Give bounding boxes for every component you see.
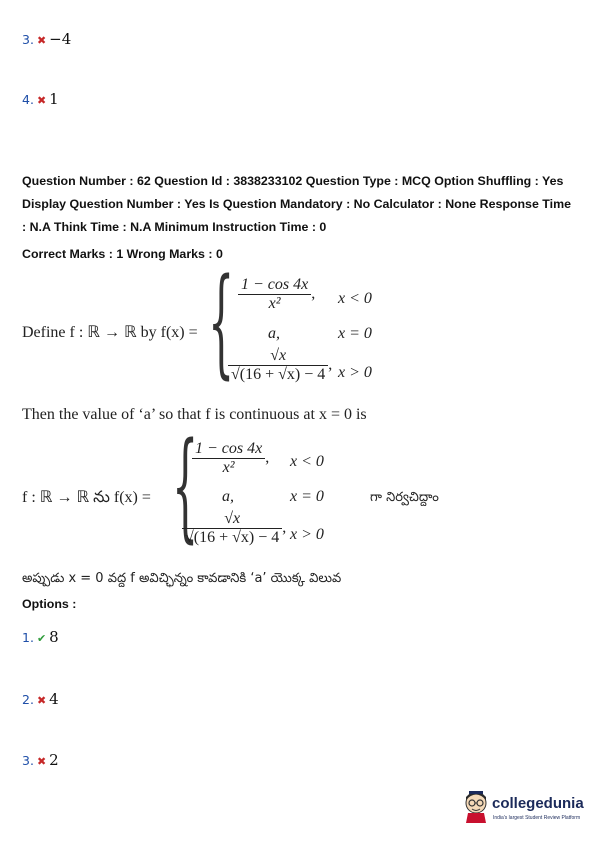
option-value: 8 (49, 628, 59, 646)
case-1-condition: x < 0 (290, 453, 324, 470)
logo-name: collegedunia (492, 795, 584, 812)
marks-line: Correct Marks : 1 Wrong Marks : 0 (22, 247, 223, 261)
question-meta-line-1: Question Number : 62 Question Id : 3838233102 Question Type : MCQ Option Shuffling : Yes (22, 174, 564, 188)
question-meta-line-2: Display Question Number : Yes Is Question Mandatory : No Calculator : None Response Time (22, 197, 571, 211)
case-2-value: a, (268, 325, 280, 342)
option-number: 1. (22, 630, 34, 645)
case-2-suffix-telugu: గా నిర్వచిద్దాం (370, 490, 439, 505)
case-2-condition: x = 0 (338, 325, 372, 342)
case-1-denominator: x² (268, 295, 281, 312)
case-2-condition: x = 0 (290, 488, 324, 505)
student-mascot-icon (462, 789, 490, 823)
case-1-condition: x < 0 (338, 290, 372, 307)
define-text-en: Define f : ℝ → ℝ by f(x) = (22, 324, 198, 341)
wrong-mark-icon: ✖ (36, 94, 47, 107)
case-1-numerator: 1 − cos 4x (238, 276, 311, 295)
then-line-en: Then the value of ‘a’ so that f is continuous at x = 0 is (22, 406, 367, 423)
define-text-te: f : ℝ → ℝ ను f(x) = (22, 489, 151, 506)
option-2[interactable] (22, 690, 59, 708)
case-3-numerator: √x (182, 510, 282, 529)
prev-option-4 (22, 90, 59, 108)
case-3-condition: x > 0 (338, 364, 372, 381)
case-3-te: $\frac{√x}{√(16 + √x) - 4}$ , (182, 510, 286, 547)
case-3-en: $\frac{√x}{√(16 + √x) - 4}$ , (228, 347, 332, 384)
left-brace-icon: { (172, 416, 199, 554)
option-value: 4 (49, 690, 59, 708)
option-3[interactable] (22, 751, 59, 769)
case-3-denominator: √(16 + √x) − 4 (231, 366, 326, 383)
wrong-mark-icon: ✖ (36, 34, 47, 47)
wrong-mark-icon: ✖ (36, 694, 47, 707)
collegedunia-logo (462, 787, 590, 827)
option-1[interactable] (22, 628, 59, 646)
option-number: 2. (22, 692, 34, 707)
case-1-numerator: 1 − cos 4x (192, 440, 265, 459)
left-brace-icon: { (208, 252, 235, 390)
case-1-en: $\frac{1 - \cos 4x}{\text{x²}}$ , (238, 276, 315, 313)
option-number: 3. (22, 32, 34, 47)
option-value: 1 (49, 90, 59, 108)
case-3-numerator: √x (228, 347, 328, 366)
option-value: −4 (49, 30, 72, 48)
then-line-te: అప్పుడు x = 0 వద్ద f అవిచ్ఛిన్నం కావడానికి ‘a’ యొక్క విలువ (22, 571, 342, 586)
option-number: 4. (22, 92, 34, 107)
case-2-value: a, (222, 488, 234, 505)
case-1-denominator: x² (222, 459, 235, 476)
option-number: 3. (22, 753, 34, 768)
wrong-mark-icon: ✖ (36, 755, 47, 768)
case-3-condition: x > 0 (290, 526, 324, 543)
logo-tagline: India's largest Student Review Platform (493, 815, 581, 821)
case-1-te: $\frac{1 - \cos 4x}{\text{x²}}$ , (192, 440, 269, 477)
option-value: 2 (49, 751, 59, 769)
case-3-denominator: √(16 + √x) − 4 (185, 529, 280, 546)
question-meta-line-3: : N.A Think Time : N.A Minimum Instruction Time : 0 (22, 220, 327, 234)
check-mark-icon: ✔ (36, 632, 47, 645)
options-label: Options : (22, 597, 77, 611)
prev-option-3 (22, 30, 71, 48)
